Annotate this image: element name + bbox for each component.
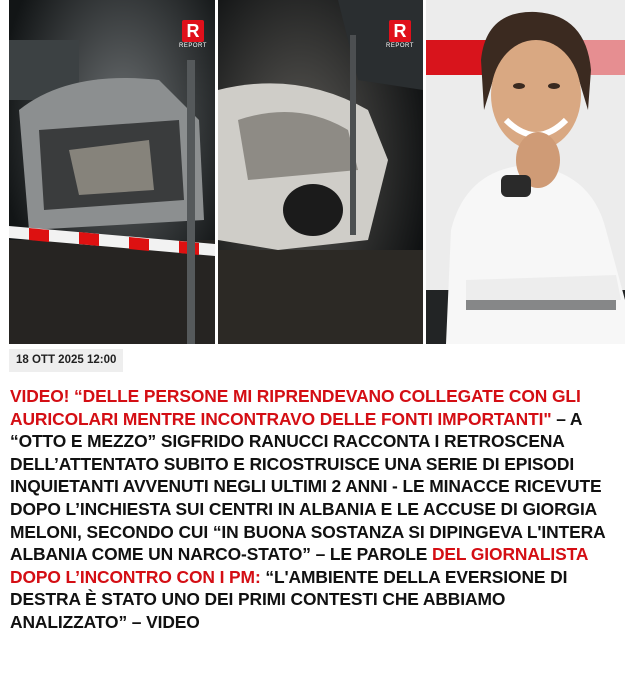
burned-car-photo [9, 0, 215, 344]
headline-red-part-1[interactable]: VIDEO! “DELLE PERSONE MI RIPRENDEVANO COLLEGATE CON GLI AURICOLARI MENTRE INCONTRAVO DELLE FONTI IMPORTANTI" [10, 386, 581, 429]
article-image[interactable] [9, 0, 625, 344]
report-logo-text: REPORT [386, 43, 414, 49]
headline-black-part-1[interactable]: – A “OTTO E MEZZO” SIGFRIDO RANUCCI RACCONTA I RETROSCENA DELL’ATTENTATO SUBITO E RICOSTRUISCE UNA SERIE DI EPISODI INQUIETANTI AVVENUTI NEGLI ULTIMI 2 ANNI - LE MINACCE RICEVUTE DOPO L’INCHIESTA SUI CENTRI IN ALBANIA E LE ACCUSE DI GIORGIA MELONI, SECONDO CUI “IN BUONA SOSTANZA SI DIPINGEVA L'INTERA ALBANIA COME UN NARCO-STATO” – LE PAROLE [10, 408, 605, 565]
report-logo-text: REPORT [179, 43, 207, 49]
portrait-photo [426, 0, 625, 344]
report-logo [179, 20, 207, 49]
headline-black-part-2[interactable]: “L'AMBIENTE DELLA EVERSIONE DI DESTRA È STATO UNO DEI PRIMI CONTESTI CHE ABBIAMO ANALIZZATO” – VIDEO [10, 566, 568, 632]
damaged-car-photo [218, 0, 423, 344]
headline-red-part-2[interactable]: DEL GIORNALISTA DOPO L’INCONTRO CON I PM: [10, 544, 588, 587]
report-logo-letter: R [182, 20, 204, 42]
article-headline[interactable] [10, 385, 626, 634]
report-logo-letter: R [389, 20, 411, 42]
report-logo [386, 20, 414, 49]
date-badge: 18 OTT 2025 12:00 [9, 349, 123, 372]
